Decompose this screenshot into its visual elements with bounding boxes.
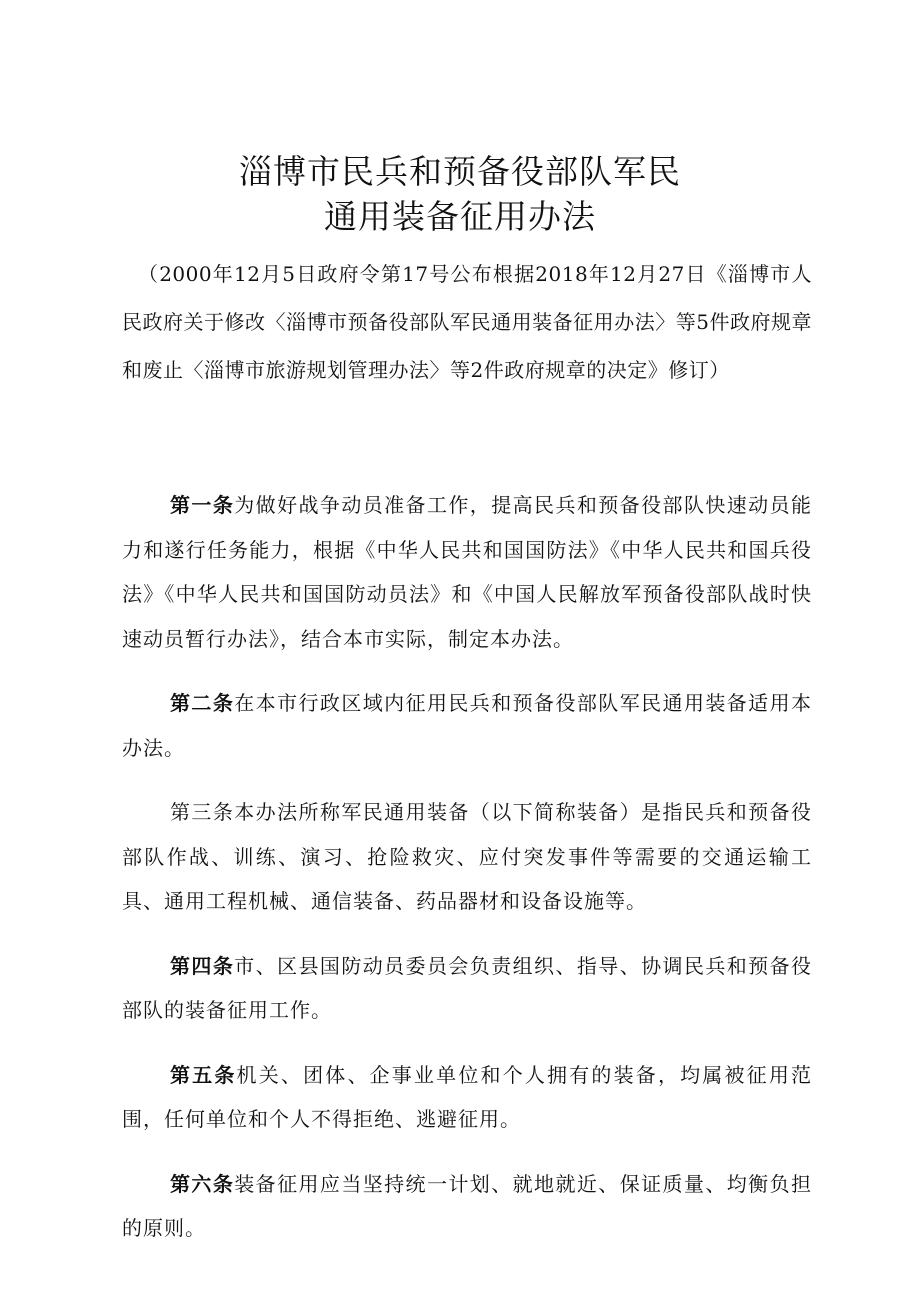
document-title-line-1: 淄博市民兵和预备役部队军民 bbox=[239, 152, 681, 191]
article-text: 为做好战争动员准备工作，提高民兵和预备役部队快速动员能力和遂行任务能力，根据《中华人民共和国国防法》《中华人民共和国兵役法》《中华人民共和国国防动员法》和《中国人民解放军预备役部队战时快速动员暂行办法》，结合本市实际，制定本办法。 bbox=[122, 493, 813, 651]
article-text: 装备征用应当坚持统一计划、就地就近、保证质量、均衡负担的原则。 bbox=[122, 1171, 813, 1240]
article-text: 市、区县国防动员委员会负责组织、指导、协调民兵和预备役部队的装备征用工作。 bbox=[122, 953, 813, 1022]
article-5 bbox=[122, 1053, 812, 1142]
article-1 bbox=[122, 483, 812, 661]
revision-note: （2000年12月5日政府令第17号公布根据2018年12月27日《淄博市人民政府关于修改〈淄博市预备役部队军民通用装备征用办法〉等5件政府规章和废止〈淄博市旅游规划管理办法〉等2件政府规章的决定》修订） bbox=[122, 262, 812, 382]
article-number: 第六条 bbox=[170, 1171, 235, 1196]
article-number: 第四条 bbox=[170, 953, 235, 978]
article-text: 本办法所称军民通用装备（以下简称装备）是指民兵和预备役部队作战、训练、演习、抢险救灾、应付突发事件等需要的交通运输工具、通用工程机械、通信装备、药品器材和设备设施等。 bbox=[122, 800, 813, 913]
article-2 bbox=[122, 681, 812, 770]
document-body bbox=[122, 483, 812, 1271]
document-title-line-2: 通用装备征用办法 bbox=[324, 197, 596, 236]
article-3 bbox=[122, 790, 812, 924]
article-6 bbox=[122, 1162, 812, 1251]
article-number: 第二条 bbox=[170, 691, 235, 715]
article-number: 第一条 bbox=[170, 493, 235, 517]
article-number: 第三条 bbox=[170, 800, 235, 824]
article-4 bbox=[122, 944, 812, 1033]
article-text: 在本市行政区域内征用民兵和预备役部队军民通用装备适用本办法。 bbox=[122, 691, 813, 760]
article-text: 机关、团体、企事业单位和个人拥有的装备，均属被征用范围，任何单位和个人不得拒绝、逃避征用。 bbox=[122, 1062, 813, 1131]
article-number: 第五条 bbox=[170, 1062, 237, 1087]
